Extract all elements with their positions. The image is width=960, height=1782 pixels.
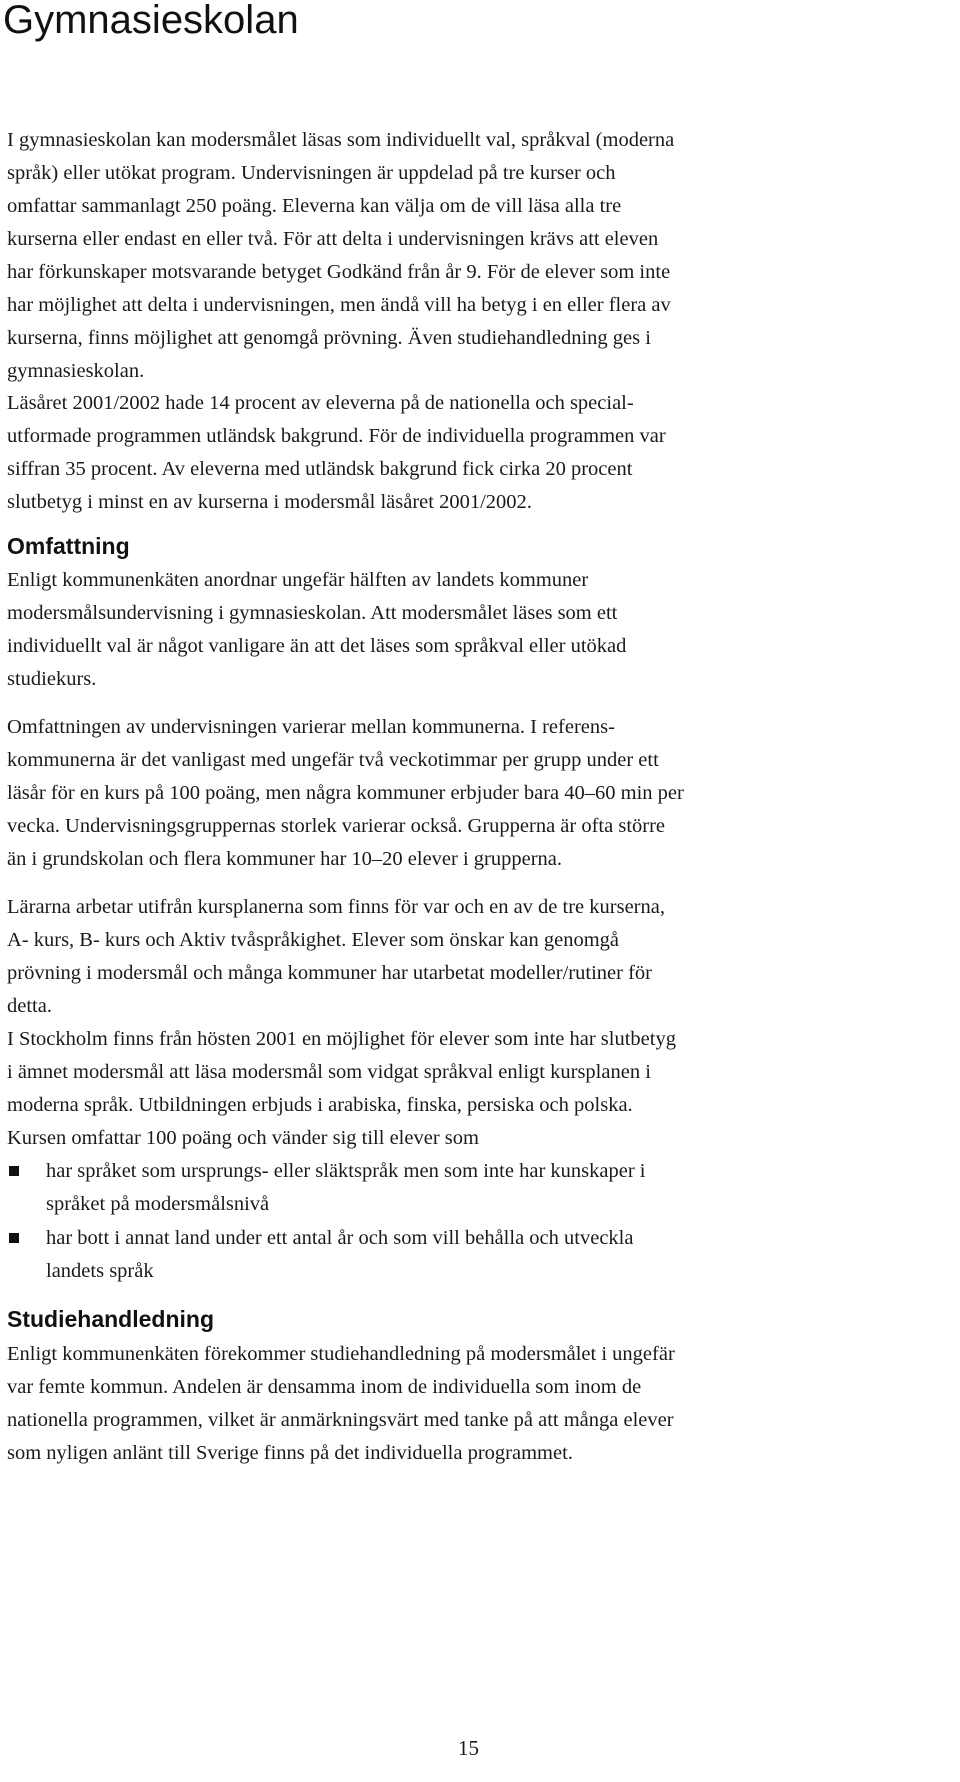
text-line: modersmålsundervisning i gymnasieskolan. Att modersmålet läses som ett [7,602,618,624]
text-line: detta. [7,995,52,1017]
text-line: har språket som ursprungs- eller släktspråk men som inte har kunskaper i [46,1160,646,1182]
text-line: utformade programmen utländsk bakgrund. För de individuella programmen var [7,425,666,447]
text-line: Läsåret 2001/2002 hade 14 procent av eleverna på de nationella och special- [7,392,634,414]
list-item-text [46,1155,645,1221]
text-line: som nyligen anlänt till Sverige finns på det individuella programmet. [7,1442,573,1464]
text-line: Enligt kommunenkäten förekommer studiehandledning på modersmålet i ungefär [7,1343,675,1365]
text-line: läsår för en kurs på 100 poäng, men några kommuner erbjuder bara 40–60 min per [7,782,684,804]
text-line: Omfattningen av undervisningen varierar mellan kommunerna. I referens- [7,716,615,738]
intro-paragraph [7,124,942,388]
text-line: har möjlighet att delta i undervisningen, men ändå vill ha betyg i en eller flera av [7,294,671,316]
text-line: än i grundskolan och flera kommuner har 10–20 elever i grupperna. [7,848,563,870]
text-line: moderna språk. Utbildningen erbjuds i arabiska, finska, persiska och polska. [7,1094,633,1116]
studiehandledning-paragraph [7,1338,942,1470]
text-line: kurserna, finns möjlighet att genomgå prövning. Även studiehandledning ges i [7,327,651,349]
page-number: 15 [458,1736,479,1760]
text-line: Lärarna arbetar utifrån kursplanerna som finns för var och en av de tre kurserna, [7,896,665,918]
text-line: studiekurs. [7,668,97,690]
omfattning-paragraph-2 [7,711,942,876]
text-line: slutbetyg i minst en av kurserna i modersmål läsåret 2001/2002. [7,491,532,513]
text-line: Enligt kommunenkäten anordnar ungefär hälften av landets kommuner [7,569,589,591]
list-item-text [46,1222,633,1288]
text-line: I gymnasieskolan kan modersmålet läsas som individuellt val, språkval (moderna [7,129,675,151]
text-line: språket på modersmålsnivå [46,1193,270,1215]
text-line: omfattar sammanlagt 250 poäng. Eleverna kan välja om de vill läsa alla tre [7,195,622,217]
text-line: siffran 35 procent. Av eleverna med utländsk bakgrund fick cirka 20 procent [7,458,633,480]
text-line: A- kurs, B- kurs och Aktiv tvåspråkighet. Elever som önskar kan genomgå [7,929,620,951]
text-line: har bott i annat land under ett antal år och som vill behålla och utveckla [46,1227,634,1249]
text-line: gymnasieskolan. [7,360,145,382]
text-line: I Stockholm finns från hösten 2001 en möjlighet för elever som inte har slutbetyg [7,1028,676,1050]
text-line: prövning i modersmål och många kommuner har utarbetat modeller/rutiner för [7,962,652,984]
square-bullet-icon [9,1233,19,1243]
section-heading-studiehandledning: Studiehandledning [7,1306,214,1332]
text-line: kommunerna är det vanligast med ungefär två veckotimmar per grupp under ett [7,749,659,771]
square-bullet-icon [9,1166,19,1176]
text-line: nationella programmen, vilket är anmärkningsvärt med tanke på att många elever [7,1409,674,1431]
text-line: har förkunskaper motsvarande betyget Godkänd från år 9. För de elever som inte [7,261,671,283]
omfattning-paragraph-1 [7,564,942,696]
section-heading-omfattning: Omfattning [7,533,130,559]
text-line: kurserna eller endast en eller två. För att delta i undervisningen krävs att eleven [7,228,659,250]
text-line: Kursen omfattar 100 poäng och vänder sig till elever som [7,1127,479,1149]
text-line: landets språk [46,1260,154,1282]
omfattning-paragraph-3 [7,891,942,1155]
text-line: var femte kommun. Andelen är densamma inom de individuella som inom de [7,1376,642,1398]
text-line: språk) eller utökat program. Undervisningen är uppdelad på tre kurser och [7,162,616,184]
text-line: individuellt val är något vanligare än att det läses som språkval eller utökad [7,635,627,657]
stats-paragraph [7,387,942,519]
text-line: vecka. Undervisningsgruppernas storlek varierar också. Grupperna är ofta större [7,815,666,837]
text-line: i ämnet modersmål att läsa modersmål som vidgat språkval enligt kursplanen i [7,1061,651,1083]
page-title: Gymnasieskolan [3,0,299,42]
